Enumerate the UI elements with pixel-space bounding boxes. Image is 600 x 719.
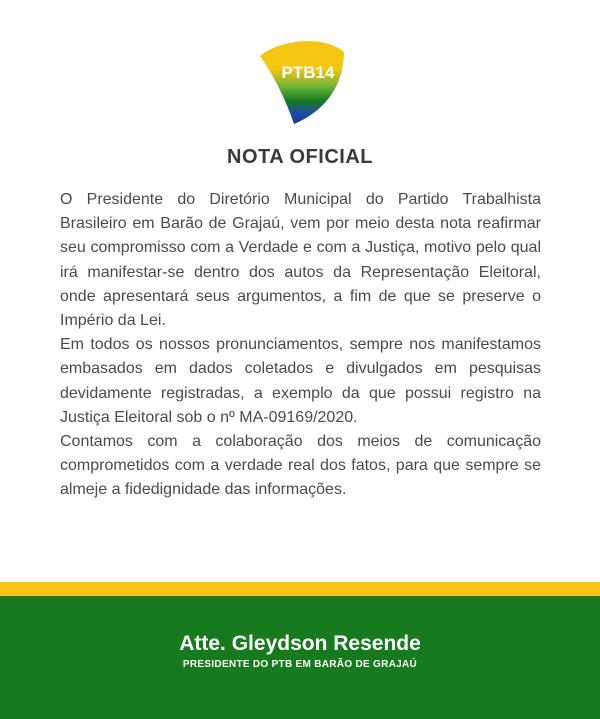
- logo-text: PTB14: [281, 63, 335, 82]
- ptb14-logo-mark: [256, 38, 346, 124]
- signer-name: Atte. Gleydson Resende: [179, 632, 421, 655]
- footer-band: [0, 596, 600, 719]
- ptb14-logo: [256, 38, 346, 124]
- page-title: NOTA OFICIAL: [227, 146, 373, 168]
- signer-role: PRESIDENTE DO PTB EM BARÃO DE GRAJAÚ: [182, 659, 418, 670]
- yellow-stripe: [0, 582, 600, 596]
- note-body: [60, 188, 541, 503]
- paragraph-3: Contamos com a colaboração dos meios de comunicação comprometidos com a verdade real dos fatos, para que sempre se almeje a fidedignidade das informações.: [60, 433, 541, 499]
- paragraph-2: Em todos os nossos pronunciamentos, sempre nos manifestamos embasados em dados coletados e divulgados em pesquisas devidamente registradas, a exemplo da que possui registro na Justiça Eleitoral sob o nº MA-09169/2020.: [60, 336, 541, 426]
- paragraph-1: O Presidente do Diretório Municipal do Partido Trabalhista Brasileiro em Barão de Grajaú, vem por meio desta nota reafirmar seu compromisso com a Verdade e com a Justiça, motivo pelo qual irá manifestar-se dentro dos autos da Representação Eleitoral, onde apresentará seus argumentos, a fim de que se preserve o Império da Lei.: [60, 191, 541, 330]
